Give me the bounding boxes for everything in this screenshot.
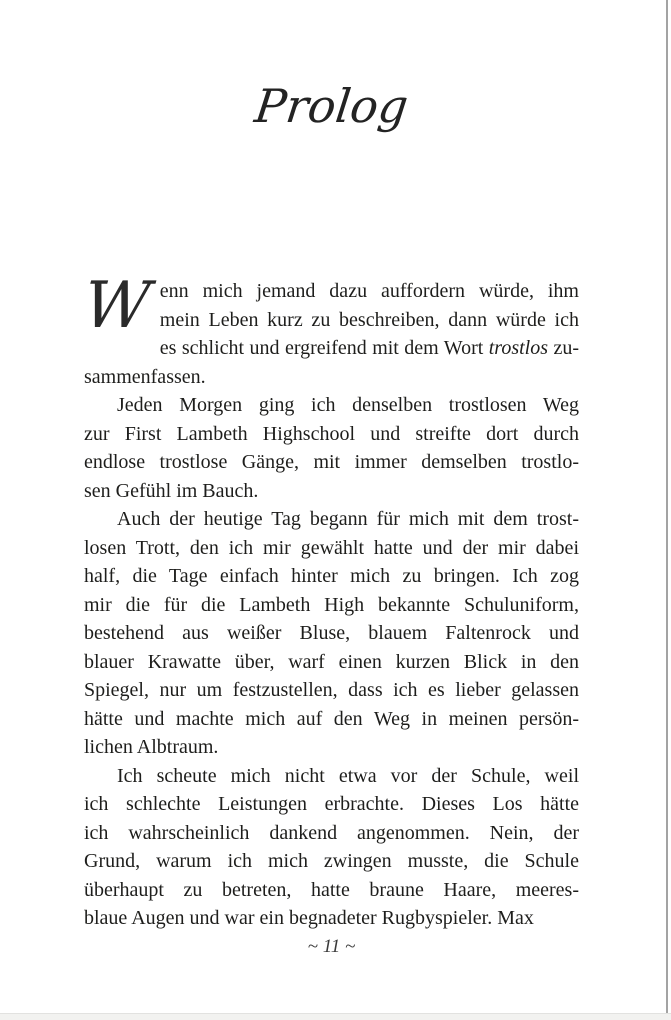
page-right-edge-line — [666, 0, 668, 1020]
text-line: ich wahrscheinlich dankend angenommen. Nein, der — [84, 821, 579, 844]
text-line: mein Leben kurz zu beschreiben, dann würde ich — [159, 308, 579, 331]
text-line: enn mich jemand dazu auffordern würde, ihm — [159, 280, 579, 302]
page-number: ~ 11 ~ — [307, 936, 356, 957]
text-line: es schlicht und ergreifend mit dem Wort trostlos zu- — [159, 337, 579, 359]
text-line: Grund, warum ich mich zwingen musste, die Schule — [84, 850, 579, 872]
text-line: half, die Tage einfach hinter mich zu bringen. Ich zog — [84, 565, 579, 587]
page-bottom-edge — [0, 1013, 671, 1020]
paragraph — [84, 762, 579, 933]
drop-cap: W — [80, 269, 154, 343]
text-line: endlose trostlose Gänge, mit immer demselben trostlo- — [84, 451, 579, 473]
text-line: blauer Krawatte über, warf einen kurzen Blick in den — [84, 650, 579, 673]
text-line: ich schlechte Leistungen erbrachte. Dieses Los hätte — [84, 793, 579, 815]
text-line: bestehend aus weißer Bluse, blauem Faltenrock und — [84, 622, 579, 644]
text-line: sen Gefühl im Bauch. — [84, 479, 259, 502]
text-line: lichen Albtraum. — [84, 736, 219, 758]
paragraph — [80, 269, 579, 391]
text-line: hätte und machte mich auf den Weg in meinen persön- — [84, 707, 579, 730]
text-line: sammenfassen. — [84, 365, 206, 388]
text-line: Jeden Morgen ging ich denselben trostlosen Weg — [117, 394, 579, 416]
body-text — [80, 269, 579, 933]
text-line: Spiegel, nur um festzustellen, dass ich es lieber gelassen — [84, 679, 579, 701]
paragraph — [84, 505, 579, 762]
text-line: überhaupt zu betreten, hatte braune Haare, meeres- — [84, 878, 579, 901]
text-line: mir die für die Lambeth High bekannte Schuluniform, — [84, 593, 579, 616]
paragraph — [84, 391, 579, 505]
text-line: zur First Lambeth Highschool und streifte dort durch — [84, 422, 579, 445]
text-line: losen Trott, den ich mir gewählt hatte und der mir dabei — [84, 536, 579, 559]
chapter-title: Prolog — [251, 79, 412, 133]
text-line: Auch der heutige Tag begann für mich mit dem trost- — [117, 508, 579, 530]
text-line: Ich scheute mich nicht etwa vor der Schule, weil — [117, 764, 579, 787]
text-line: blaue Augen und war ein begnadeter Rugbyspieler. Max — [84, 907, 534, 929]
